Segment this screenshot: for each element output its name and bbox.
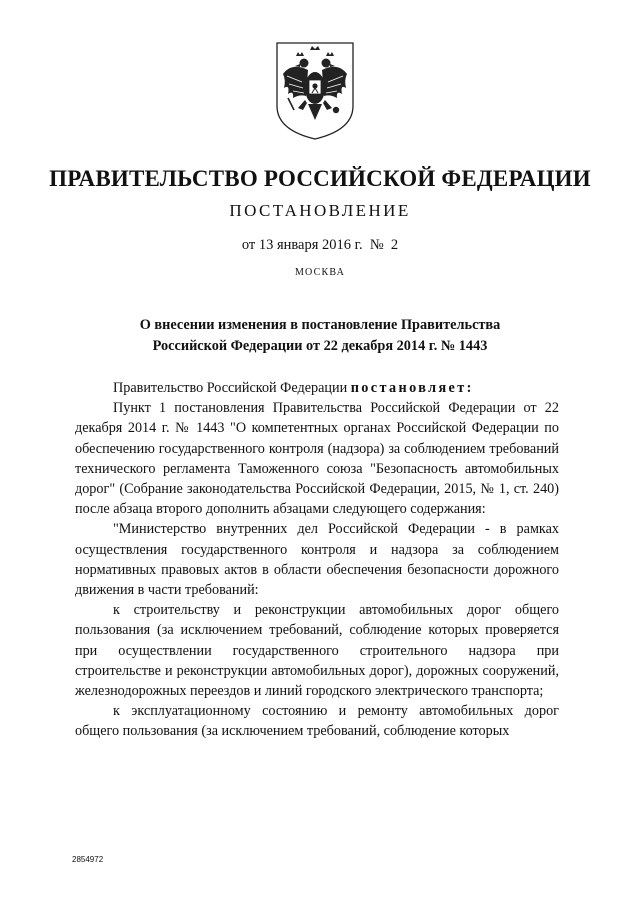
decree-city: МОСКВА [294,267,346,278]
decree-type: ПОСТАНОВЛЕНИЕ [229,201,411,220]
subject-line-1: О внесении изменения в постановление Правительства [139,317,501,333]
government-title: ПРАВИТЕЛЬСТВО РОССИЙСКОЙ ФЕДЕРАЦИИ [49,166,591,191]
enacting-clause [75,378,559,398]
body-paragraph: Пункт 1 постановления Правительства Российской Федерации от 22 декабря 2014 г. № 1443 "О компетентных органах Российской Федерации по обеспечению государственного контроля (надзора) за соблюдением требований технического регламента Таможенного союза "Безопасность автомобильных дорог" (Собрание законодательства Российской Федерации, 2015, № 1, ст. 240) после абзаца второго дополнить абзацами следующего содержания: [75,400,559,518]
body-paragraph: к эксплуатационному состоянию и ремонту автомобильных дорог общего пользования (за исключением требований, соблюдение которых [75,703,559,740]
body-paragraph: "Министерство внутренних дел Российской Федерации - в рамках осуществления государственного контроля и надзора за соблюдением нормативных правовых актов в области обеспечения безопасности дорожного движения в части требований: [75,521,559,599]
coat-of-arms-icon [274,40,356,142]
enacting-subject: Правительство Российской Федерации [113,380,348,396]
decree-subject [90,315,550,357]
document-number: 2854972 [72,855,104,864]
decree-date-number: от 13 января 2016 г. № 2 [241,237,399,253]
decree-body [75,378,559,742]
enacting-verb: постановляет: [350,380,474,396]
body-paragraph: к строительству и реконструкции автомобильных дорог общего пользования (за исключением требований, соблюдение которых проверяется при осуществлении государственного строительного надзора при строительстве и реконструкции автомобильных дорог), дорожных сооружений, железнодорожных переездов и линий городского электрического транспорта; [75,602,559,700]
subject-line-2: Российской Федерации от 22 декабря 2014 г. № 1443 [152,338,488,354]
